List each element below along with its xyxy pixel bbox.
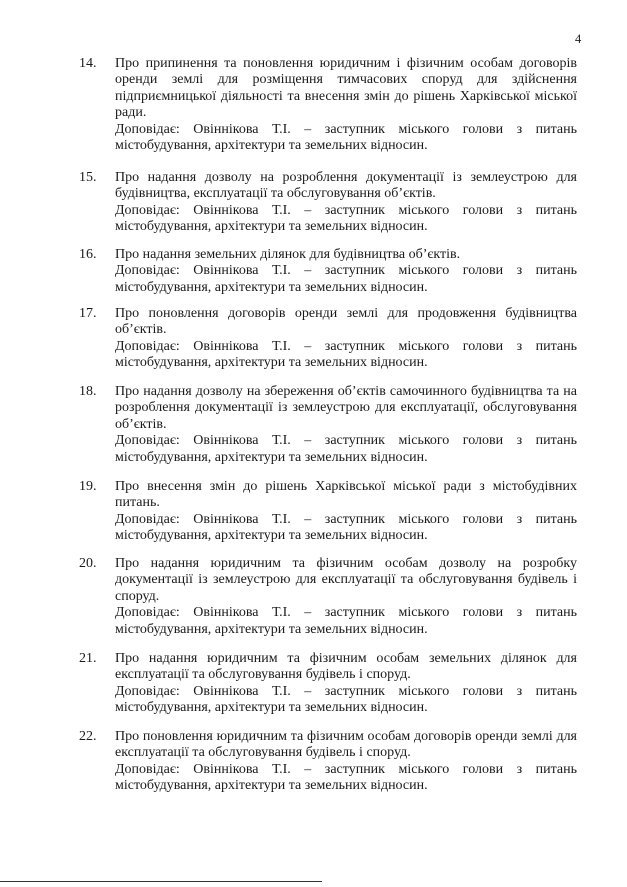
item-title: Про надання земельних ділянок для будівництва об’єктів. — [115, 247, 461, 262]
item-body — [115, 556, 577, 638]
item-body — [115, 651, 577, 717]
item-number: 19. — [79, 479, 97, 494]
item-title: Про надання дозволу на розроблення документації із землеустрою для будівництва, експлуатації та обслуговування об’єктів. — [115, 170, 577, 202]
item-title: Про поновлення юридичним та фізичним особам договорів оренди землі для експлуатації та обслуговування будівель і споруд. — [115, 729, 577, 761]
item-title: Про надання юридичним та фізичним особам дозволу на розробку документації із землеустрою для експлуатації та обслуговування будівель і споруд. — [115, 556, 577, 604]
item-speaker: Доповідає: Овіннікова Т.І. – заступник міського голови з питань містобудування, архітектури та земельних відносин. — [115, 683, 577, 716]
item-number: 22. — [79, 729, 97, 744]
item-body — [115, 729, 577, 795]
item-body — [115, 170, 577, 236]
item-title: Про надання дозволу на збереження об’єктів самочинного будівництва та на розроблення документації із землеустрою для експлуатації, обслуговування об’єктів. — [115, 384, 577, 432]
item-number: 15. — [79, 170, 97, 185]
page-number: 4 — [575, 32, 582, 46]
agenda-item-15 — [79, 170, 577, 236]
item-speaker: Доповідає: Овіннікова Т.І. – заступник міського голови з питань містобудування, архітектури та земельних відносин. — [115, 263, 577, 295]
item-number: 20. — [79, 556, 97, 571]
agenda-item-18 — [79, 384, 577, 466]
item-title: Про припинення та поновлення юридичним і фізичним особам договорів оренди землі для розміщення тимчасових споруд для здійснення підприємницької діяльності та внесення змін до рішень Харківської міської ради. — [115, 56, 577, 121]
item-body — [115, 479, 577, 545]
agenda-item-17 — [79, 306, 577, 372]
item-number: 16. — [79, 247, 97, 262]
agenda-item-16 — [79, 247, 577, 296]
item-speaker: Доповідає: Овіннікова Т.І. – заступник міського голови з питань містобудування, архітектури та земельних відносин. — [115, 121, 577, 154]
item-speaker: Доповідає: Овіннікова Т.І. – заступник міського голови з питань містобудування, архітектури та земельних відносин. — [115, 605, 577, 637]
agenda-item-20 — [79, 556, 577, 638]
item-title: Про надання юридичним та фізичним особам земельних ділянок для експлуатації та обслуговування будівель і споруд. — [115, 651, 577, 683]
agenda-item-14 — [79, 56, 577, 154]
item-speaker: Доповідає: Овіннікова Т.І. – заступник міського голови з питань містобудування, архітектури та земельних відносин. — [115, 761, 577, 794]
item-body — [115, 247, 577, 296]
footer-rule — [0, 881, 322, 882]
item-number: 14. — [79, 56, 97, 71]
item-title: Про поновлення договорів оренди землі для продовження будівництва об’єктів. — [115, 306, 577, 338]
item-speaker: Доповідає: Овіннікова Т.І. – заступник міського голови з питань містобудування, архітектури та земельних відносин. — [115, 338, 577, 371]
agenda-item-22 — [79, 729, 577, 795]
agenda-item-21 — [79, 651, 577, 717]
item-number: 21. — [79, 651, 97, 666]
item-body — [115, 306, 577, 372]
item-number: 17. — [79, 306, 97, 321]
item-speaker: Доповідає: Овіннікова Т.І. – заступник міського голови з питань містобудування, архітектури та земельних відносин. — [115, 433, 577, 465]
agenda-item-19 — [79, 479, 577, 545]
item-number: 18. — [79, 384, 97, 399]
item-title: Про внесення змін до рішень Харківської міської ради з містобудівних питань. — [115, 479, 577, 511]
item-speaker: Доповідає: Овіннікова Т.І. – заступник міського голови з питань містобудування, архітектури та земельних відносин. — [115, 511, 577, 544]
item-body — [115, 56, 577, 154]
item-speaker: Доповідає: Овіннікова Т.І. – заступник міського голови з питань містобудування, архітектури та земельних відносин. — [115, 202, 577, 235]
item-body — [115, 384, 577, 466]
